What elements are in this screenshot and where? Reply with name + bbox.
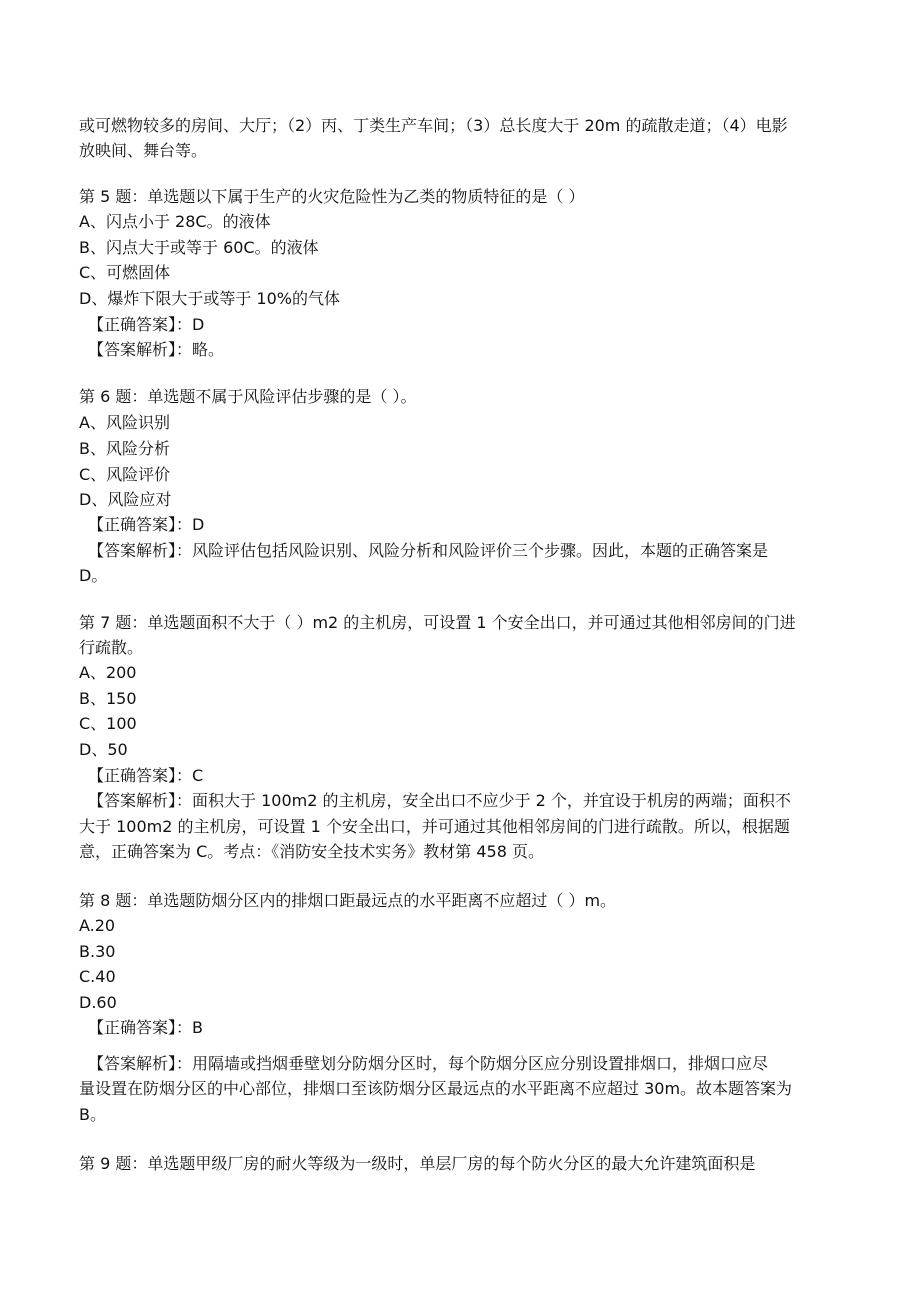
question-7-option-c: C、100 bbox=[79, 714, 137, 733]
question-5-answer: 【正确答案】：D bbox=[88, 315, 205, 334]
question-8-option-c: C.40 bbox=[79, 967, 116, 986]
question-6-option-c: C、风险评价 bbox=[79, 465, 171, 484]
question-7-option-b: B、150 bbox=[79, 689, 137, 708]
intro-line-1: 或可燃物较多的房间、大厅；（2）丙、丁类生产车间；（3）总长度大于 20m 的疏散走道；（4）电影 bbox=[79, 116, 788, 135]
question-8-answer: 【正确答案】：B bbox=[88, 1018, 203, 1037]
intro-line-2: 放映间、舞台等。 bbox=[79, 141, 208, 160]
question-9-stem: 第 9 题：单选题甲级厂房的耐火等级为一级时，单层厂房的每个防火分区的最大允许建筑面积是 bbox=[79, 1154, 756, 1173]
question-8-option-a: A.20 bbox=[79, 916, 116, 935]
question-7-analysis-line-1: 【答案解析】：面积大于 100m2 的主机房，安全出口不应少于 2 个，并宜设于机房的两端；面积不 bbox=[88, 791, 791, 810]
question-7-option-d: D、50 bbox=[79, 740, 128, 759]
question-7-answer: 【正确答案】：C bbox=[88, 766, 204, 785]
question-5-option-b: B、闪点大于或等于 60C。的液体 bbox=[79, 238, 319, 257]
question-6-option-d: D、风险应对 bbox=[79, 490, 172, 509]
question-7-analysis-line-2: 大于 100m2 的主机房，可设置 1 个安全出口，并可通过其他相邻房间的门进行疏散。所以，根据题 bbox=[79, 817, 790, 836]
question-5-option-a: A、闪点小于 28C。的液体 bbox=[79, 212, 271, 231]
question-8-stem: 第 8 题：单选题防烟分区内的排烟口距最远点的水平距离不应超过（ ）m。 bbox=[79, 891, 617, 910]
question-6-answer: 【正确答案】：D bbox=[88, 515, 205, 534]
question-5-option-c: C、可燃固体 bbox=[79, 263, 171, 282]
question-6-analysis-line-2: D。 bbox=[79, 566, 108, 585]
question-8-analysis-line-2: 量设置在防烟分区的中心部位，排烟口至该防烟分区最远点的水平距离不应超过 30m。故本题答案为 bbox=[79, 1079, 793, 1098]
question-6-option-b: B、风险分析 bbox=[79, 439, 170, 458]
question-6-option-a: A、风险识别 bbox=[79, 413, 170, 432]
question-7-analysis-line-3: 意，正确答案为 C。考点：《消防安全技术实务》教材第 458 页。 bbox=[79, 842, 544, 861]
question-8-option-d: D.60 bbox=[79, 993, 117, 1012]
question-8-analysis-line-3: B。 bbox=[79, 1105, 106, 1124]
question-5-stem: 第 5 题：单选题以下属于生产的火灾危险性为乙类的物质特征的是（ ） bbox=[79, 187, 585, 206]
question-8-option-b: B.30 bbox=[79, 942, 116, 961]
question-5-option-d: D、爆炸下限大于或等于 10%的气体 bbox=[79, 289, 340, 308]
question-8-analysis-line-1: 【答案解析】：用隔墙或挡烟垂壁划分防烟分区时，每个防烟分区应分别设置排烟口，排烟口应尽 bbox=[88, 1054, 769, 1073]
question-5-analysis: 【答案解析】：略。 bbox=[88, 340, 225, 359]
question-6-analysis-line-1: 【答案解析】：风险评估包括风险识别、风险分析和风险评价三个步骤。因此，本题的正确答案是 bbox=[88, 541, 769, 560]
question-6-stem: 第 6 题：单选题不属于风险评估步骤的是（ ）。 bbox=[79, 387, 417, 406]
question-7-stem-line-1: 第 7 题：单选题面积不大于（ ）m2 的主机房，可设置 1 个安全出口，并可通过其他相邻房间的门进 bbox=[79, 613, 796, 632]
question-7-option-a: A、200 bbox=[79, 663, 137, 682]
question-7-stem-line-2: 行疏散。 bbox=[79, 638, 144, 657]
